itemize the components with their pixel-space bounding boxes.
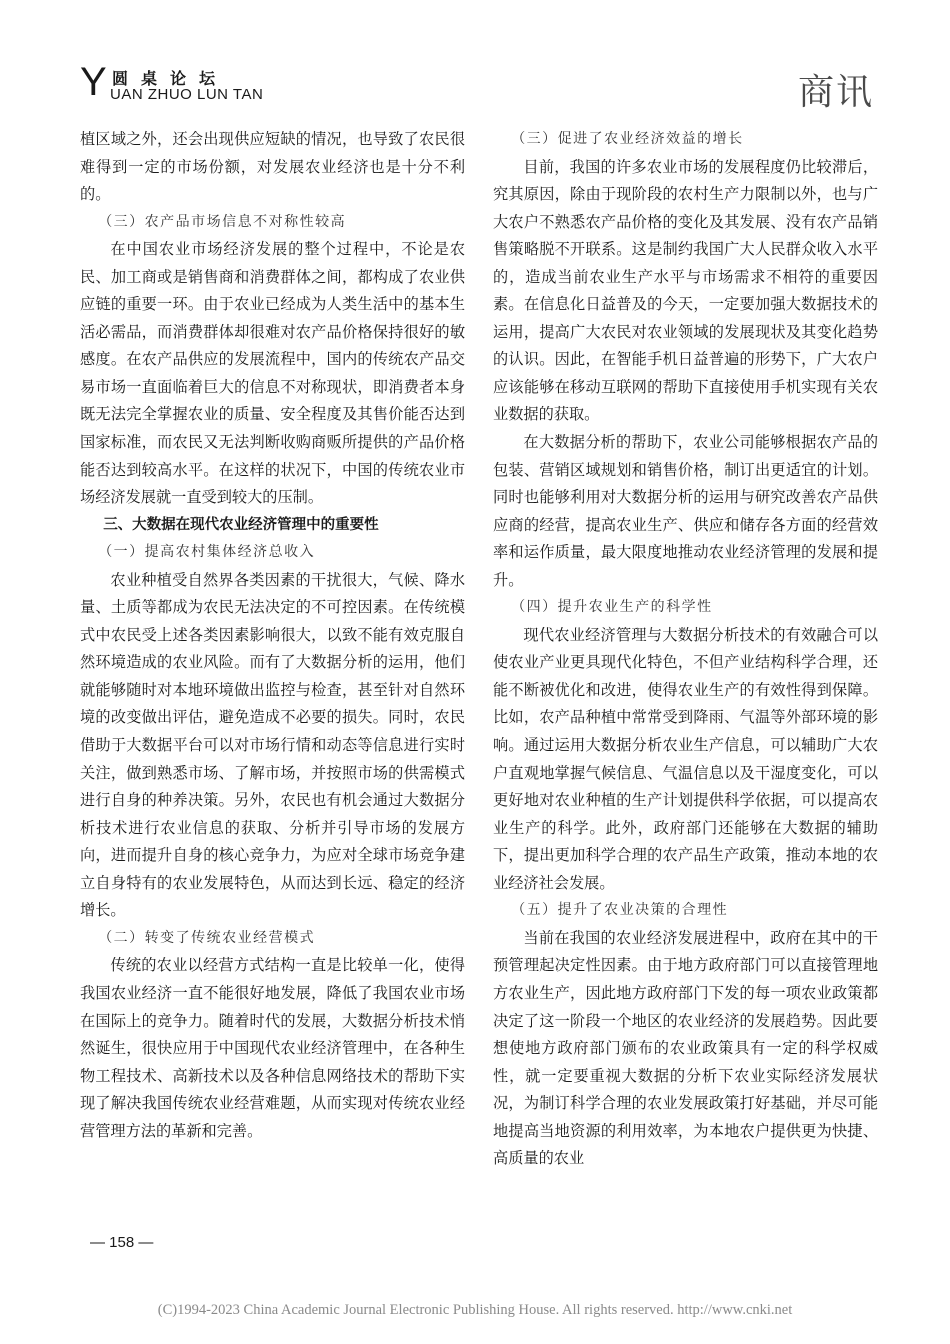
- journal-logo-pinyin: UAN ZHUO LUN TAN: [110, 86, 264, 103]
- paragraph: 农业种植受自然界各类因素的干扰很大，气候、降水量、土质等都成为农民无法决定的不可控因素。在传统模式中农民受上述各类因素影响很大，以致不能有效克服自然环境造成的农业风险。而有了大数据分析的运用，他们就能够随时对本地环境做出监控与检查，甚至针对自然环境的改变做出评估，避免造成不必要的损失。同时，农民借助于大数据平台可以对市场行情和动态等信息进行实时关注，做到熟悉市场、了解市场，并按照市场的供需模式进行自身的种养决策。另外，农民也有机会通过大数据分析技术进行农业信息的获取、分析并引导市场的发展方向，进而提升自身的核心竞争力，为应对全球市场竞争建立自身特有的农业发展特色，从而达到长远、稳定的经济增长。: [80, 570, 465, 920]
- subsection-heading: （五）提升了农业决策的合理性: [511, 902, 729, 919]
- right-column: [493, 126, 878, 1173]
- paragraph: 当前在我国的农业经济发展进程中，政府在其中的干预管理起决定性因素。由于地方政府部门可以直接管理地方农业生产，因此地方政府部门下发的每一项农业政策都决定了这一阶段一个地区的农业经济的发展趋势。因此要想使地方政府部门颁布的农业政策具有一定的科学权威性，就一定要重视大数据的分析下农业实际经济发展状况，为制订科学合理的农业发展政策打好基础，并尽可能地提高当地资源的利用效率，为本地农户提供更为快捷、高质量的农业: [493, 928, 878, 1168]
- subsection-heading: （二）转变了传统农业经营模式: [98, 929, 316, 946]
- subsection-heading: （三）农产品市场信息不对称性较高: [98, 213, 347, 230]
- subsection-heading: （三）促进了农业经济效益的增长: [511, 131, 744, 147]
- subsection-heading: （四）提升农业生产的科学性: [511, 599, 713, 616]
- section-heading: 三、大数据在现代农业经济管理中的重要性: [103, 516, 379, 533]
- paragraph: 植区域之外，还会出现供应短缺的情况，也导致了农民很难得到一定的市场份额，对发展农业经济也是十分不利的。: [80, 130, 465, 204]
- paragraph: 在中国农业市场经济发展的整个过程中，不论是农民、加工商或是销售商和消费群体之间，都构成了农业供应链的重要一环。由于农业已经成为人类生活中的基本生活必需品，而消费群体却很难对农产品价格保持很好的敏感度。在农产品供应的发展流程中，国内的传统农产品交易市场一直面临着巨大的信息不对称现状，即消费者本身既无法完全掌握农业的质量、安全程度及其售价能否达到国家标准，而农民又无法判断收购商贩所提供的产品价格能否达到较高水平。在这样的状况下，中国的传统农业市场经济发展就一直受到较大的压制。: [80, 240, 465, 507]
- paragraph: 传统的农业以经营方式结构一直是比较单一化，使得我国农业经济一直不能很好地发展，降低了我国农业市场在国际上的竞争力。随着时代的发展，大数据分析技术悄然诞生，很快应用于中国现代农业经济管理中，在各种生物工程技术、高新技术以及各种信息网络技术的帮助下实现了解决我国传统农业经营难题，从而实现对传统农业经营管理方法的革新和完善。: [80, 956, 465, 1140]
- paragraph: 现代农业经济管理与大数据分析技术的有效融合可以使农业产业更具现代化特色，不但产业结构科学合理，还能不断被优化和改进，使得农业生产的有效性得到保障。比如，农产品种植中常常受到降雨、气温等外部环境的影响。通过运用大数据分析农业生产信息，可以辅助广大农户直观地掌握气候信息、气温信息以及干湿度变化，可以更好地对农业种植的生产计划提供科学依据，可以提高农业生产的科学。此外，政府部门还能够在大数据的辅助下，提出更加科学合理的农产品生产政策，推动本地的农业经济社会发展。: [493, 625, 878, 892]
- paragraph: 目前，我国的许多农业市场的发展程度仍比较滞后，究其原因，除由于现阶段的农村生产力限制以外，也与广大农户不熟悉农产品价格的变化及其发展、没有农产品销售策略脱不开联系。这是制约我国广大人民群众收入水平的，造成当前农业生产水平与市场需求不相符的重要因素。在信息化日益普及的今天，一定要加强大数据技术的运用，提高广大农民对农业领域的发展现状及其变化趋势的认识。因此，在智能手机日益普遍的形势下，广大农户应该能够在移动互联网的帮助下直接使用手机实现有关农业数据的获取。: [493, 157, 878, 424]
- subsection-heading: （一）提高农村集体经济总收入: [98, 544, 316, 561]
- journal-brand: 商讯: [797, 72, 874, 113]
- left-column: [80, 126, 465, 1145]
- paragraph: 在大数据分析的帮助下，农业公司能够根据农产品的包装、营销区域规划和销售价格，制订出更适宜的计划。同时也能够利用对大数据分析的运用与研究改善农产品供应商的经营，提高农业生产、供应和储存各方面的经营效率和运作质量，最大限度地推动农业经济管理的发展和提升。: [493, 433, 878, 589]
- journal-logo-chinese: 圆桌论坛: [112, 69, 229, 88]
- page-number: — 158 —: [90, 1234, 154, 1251]
- copyright-footer: (C)1994-2023 China Academic Journal Electronic Publishing House. All rights reserved. http://www.cnki.net: [157, 1302, 793, 1318]
- journal-header: [80, 62, 880, 112]
- journal-logo-letter: Y: [80, 60, 107, 104]
